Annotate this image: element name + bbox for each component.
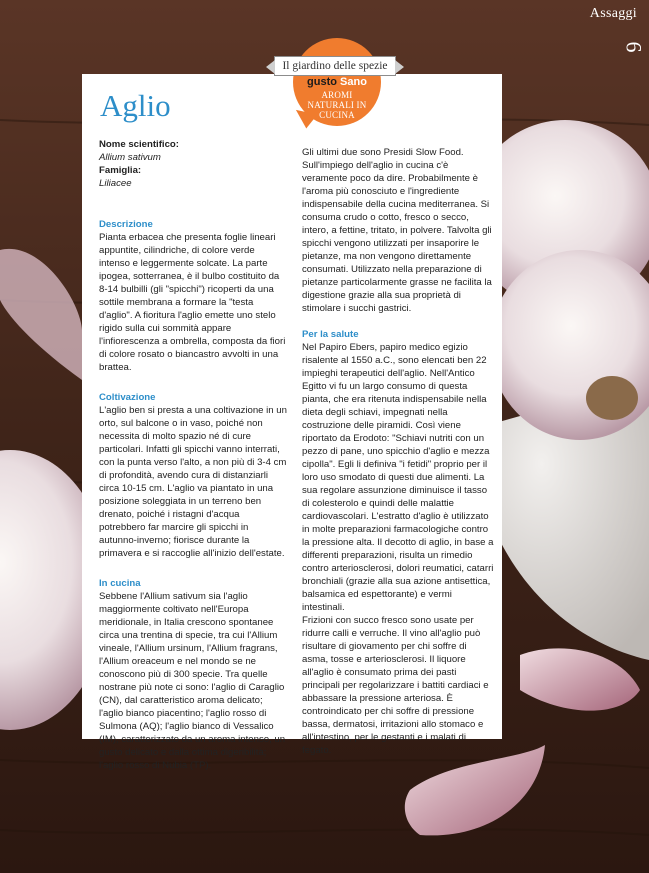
brand-part1: gusto xyxy=(307,76,337,88)
section-name: Assaggi xyxy=(589,6,637,21)
section-text-in-cucina-continued: Gli ultimi due sono Presidi Slow Food. Sull'impiego dell'aglio in cucina c'è veramente poco da dire. Probabilmente è l'aroma più conosciuto e l'ingrediente indispensabile della cucina mediterranea. Si consuma crudo o cotto, fresco o secco, intero, a fettine, tritato, in polvere. Talvolta gli spicchi vengono utilizzati per insaporire le pietanze, ma non vengono direttamente consumati. Utilizzato nella preparazione di pietanze particolarmente grasse ne facilita la digestione grazie alla sua proprietà di stimolare i succhi gastrici. xyxy=(302,147,492,314)
column-ribbon: Il giardino delle spezie xyxy=(274,56,396,76)
section-heading-in-cucina: In cucina xyxy=(99,578,141,589)
section-heading-coltivazione: Coltivazione xyxy=(99,392,156,403)
right-column xyxy=(302,146,494,757)
left-column xyxy=(99,138,287,772)
family-label: Famiglia: xyxy=(99,165,142,176)
article-card xyxy=(82,74,502,771)
gusto-sano-badge xyxy=(293,38,381,126)
page-number: 6 xyxy=(621,41,647,53)
article-title: Aglio xyxy=(100,88,171,123)
scientific-name: Allium sativum xyxy=(99,152,161,163)
section-heading-descrizione: Descrizione xyxy=(99,219,153,230)
page-header xyxy=(590,6,637,22)
section-text-per-la-salute: Nel Papiro Ebers, papiro medico egizio risalente al 1550 a.C., sono elencati ben 22 impieghi terapeutici dell'aglio. Nell'Antico Egitto vi fu un largo consumo di questa pianta, che era ritenuta indispensabile nella dieta degli schiavi, impegnati nella costruzione delle piramidi. Così viene riportato da Erodoto: "Schiavi nutriti con un pezzo di pane, uno spicchio d'aglio e mezza cipolla". Egli li definiva "i fetidi" proprio per il loro uso smodato di questi due alimenti. La sua regolare assunzione diminuisce il tasso di colesterolo e quindi delle malattie cardiovascolari. L'estratto d'aglio è utilizzato in molte preparazioni farmacologiche contro la pressione alta. Il decotto di aglio, in base a differenti preparazioni, risulta un rimedio contro arteriosclerosi, dolori reumatici, catarri bronchiali (grazie alla sua azione antisettica, balsamica ed espettorante) e vermi intestinali. xyxy=(302,342,494,613)
section-text-coltivazione: L'aglio ben si presta a una coltivazione in un orto, sul balcone o in vaso, poiché non necessita di molto spazio né di cure particolari. Infatti gli spicchi vanno interrati, con la punta verso l'alto, a non più di 3-4 cm di profondità, avendo cura di distanziarli circa 10-15 cm. L'aglio va piantato in una posizione soleggiata in un terreno ben drenato, poiché i ristagni d'acqua potrebbero far marcire gli spicchi in autunno-inverno; fiorisce durante la primavera e si raccoglie all'inizio dell'estate. xyxy=(99,405,287,559)
brand-part2: Sano xyxy=(340,76,367,88)
brand-logo xyxy=(293,76,381,89)
section-text-descrizione: Pianta erbacea che presenta foglie lineari appuntite, cilindriche, di colore verde intenso e leggermente solcate. La parte ipogea, sotterranea, è il bulbo costituito da 8-14 bulbilli (gli "spicchi") ricoperti da una sottile membrana a formare la "testa d'aglio". A fioritura l'aglio emette uno stelo rigido sulla cui sommità appare l'infiorescenza a ombrella, composta da fiori di colore rosato o biancastro avvolti in una brattea. xyxy=(99,232,286,373)
section-text-in-cucina: Sebbene l'Allium sativum sia l'aglio maggiormente coltivato nell'Europa meridionale, in Italia crescono spontanee circa una trentina di specie, tra cui l'Allium vineale, l'Allium ursinum, l'Allium fragrans, l'Allium oreaceum e nel mondo se ne conoscono più di 300 specie. Tra quelle nostrane più note ci sono: l'aglio di Caraglio (CN), dal caratteristico aroma delicato; l'aglio bianco piacentino; l'aglio rosso di Sulmona (AQ); l'aglio bianco di Vessalico (IM), caratterizzato da un aroma intenso, un gusto delicato e dalla ottima digeribilità; l'aglio rosso di Nubia (TP). xyxy=(99,591,286,771)
scientific-name-label: Nome scientifico: xyxy=(99,139,179,150)
section-text-per-la-salute-2: Frizioni con succo fresco sono usate per ridurre calli e verruche. Il vino all'aglio può risultare di giovamento per chi soffre di asma, tosse e arteriosclerosi. Il liquore all'aglio è consumato prima dei pasti principali per regolarizzare i battiti cardiaci e abbassare la pressione arteriosa. È controindicato per chi soffre di pressione bassa, dermatosi, irritazioni allo stomaco e all'intestino, per le gestanti e i malati di fegato. xyxy=(302,615,489,756)
family-value: Liliacee xyxy=(99,178,132,189)
badge-subtitle: AROMI NATURALI IN CUCINA xyxy=(307,90,367,120)
section-heading-per-la-salute: Per la salute xyxy=(302,329,359,340)
